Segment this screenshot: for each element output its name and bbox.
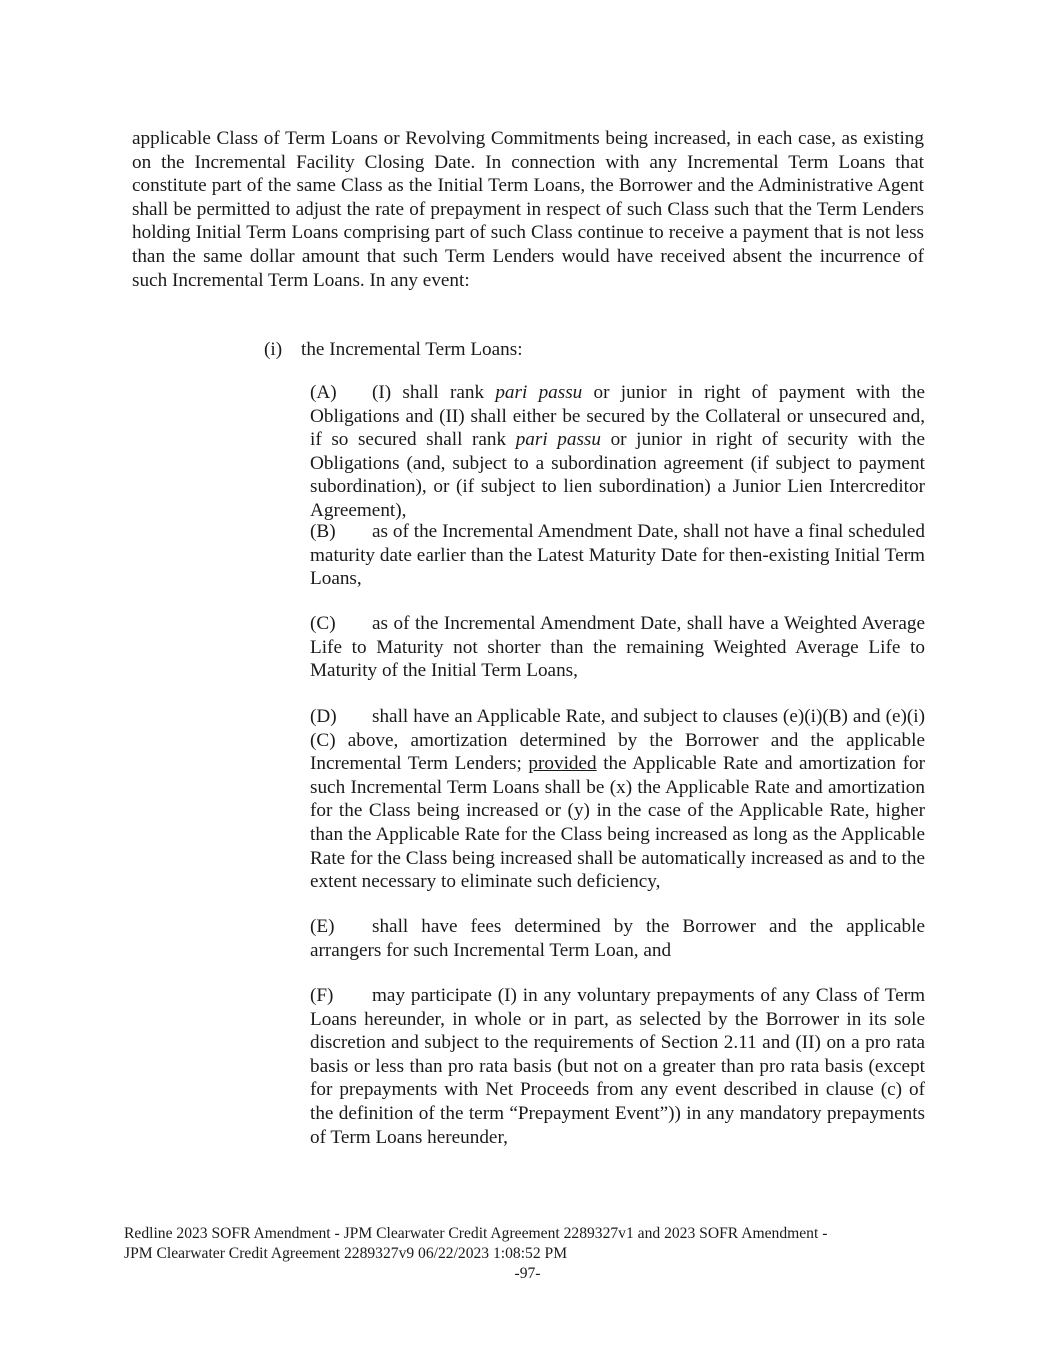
clause-d-label: (D): [310, 706, 337, 727]
footer: [124, 1224, 924, 1263]
clause-d: [249, 705, 925, 894]
footer-line-1: Redline 2023 SOFR Amendment - JPM Clearwater Credit Agreement 2289327v1 and 2023 SOFR Amendment -: [124, 1225, 828, 1242]
clause-e-text: shall have fees determined by the Borrower and the applicable arrangers for such Incremental Term Loan, and: [310, 916, 925, 961]
page-number: -97-: [514, 1265, 541, 1282]
clause-b: [249, 520, 925, 591]
intro-text: applicable Class of Term Loans or Revolving Commitments being increased, in each case, as existing on the Incremental Facility Closing Date. In connection with any Incremental Term Loans that constitute part of the same Class as the Initial Term Loans, the Borrower and the Administrative Agent shall be permitted to adjust the rate of prepayment in respect of such Class such that the Term Lenders holding Initial Term Loans comprising part of such Class continue to receive a payment that is not less than the same dollar amount that such Term Lenders would have received absent the incurrence of such Incremental Term Loans. In any event:: [132, 128, 924, 291]
clause-f-label: (F): [310, 985, 334, 1006]
clause-d-provided: provided: [528, 753, 597, 775]
intro-paragraph: [132, 127, 924, 292]
clause-i-text: the Incremental Term Loans:: [301, 339, 523, 360]
clause-a-text-3: or junior in right of security with the Obligations (and, subject to a subordination agreement (if subject to payment subordination), or (if subject to lien subordination) a Junior Lien Intercreditor Agreement),: [310, 429, 925, 521]
footer-line-2: JPM Clearwater Credit Agreement 2289327v9 06/22/2023 1:08:52 PM: [124, 1244, 568, 1262]
clause-a-pari-passu-2: pari passu: [515, 429, 601, 451]
clause-e-label: (E): [310, 916, 335, 937]
clause-c-label: (C): [310, 613, 336, 634]
clause-b-label: (B): [310, 521, 336, 542]
clause-i: [264, 338, 523, 362]
clause-a: [249, 381, 925, 523]
clause-f-text: may participate (I) in any voluntary prepayments of any Class of Term Loans hereunder, in whole or in part, as selected by the Borrower in its sole discretion and subject to the requirements of Section 2.11 and (II) on a pro rata basis or less than pro rata basis (but not on a greater than pro rata basis (except for prepayments with Net Proceeds from any event described in clause (c) of the definition of the term “Prepayment Event”)) in any mandatory prepayments of Term Loans hereunder,: [310, 985, 925, 1148]
clause-c-text: as of the Incremental Amendment Date, shall have a Weighted Average Life to Maturity not shorter than the remaining Weighted Average Life to Maturity of the Initial Term Loans,: [310, 613, 925, 682]
clause-e: [249, 915, 925, 962]
clause-a-label: (A): [310, 382, 337, 403]
clause-f: [249, 984, 925, 1149]
clause-d-text-2: the Applicable Rate and amortization for such Incremental Term Loans shall be (x) the Applicable Rate and amortization for the Class being increased or (y) in the case of the Applicable Rate, higher than the Applicable Rate for the Class being increased as long as the Applicable Rate for the Class being increased shall be automatically increased as and to the extent necessary to eliminate such deficiency,: [310, 753, 925, 893]
clause-b-text: as of the Incremental Amendment Date, shall not have a final scheduled maturity date earlier than the Latest Maturity Date for then-existing Initial Term Loans,: [310, 521, 925, 590]
clause-a-text-1: (I) shall rank: [372, 382, 496, 403]
clause-d-text-1: shall have an Applicable Rate, and subject to clauses (e)(i)(B) and (e)(i)(C) above, amortization determined by the Borrower and the applicable Incremental Term Lenders;: [310, 706, 925, 775]
clause-a-text-2: or junior in right of payment with the Obligations and (II) shall either be secured by the Collateral or unsecured and, if so secured shall rank: [310, 382, 925, 451]
clause-i-label: (i): [264, 339, 283, 360]
clause-a-pari-passu-1: pari passu: [495, 382, 583, 403]
clause-c: [249, 612, 925, 683]
